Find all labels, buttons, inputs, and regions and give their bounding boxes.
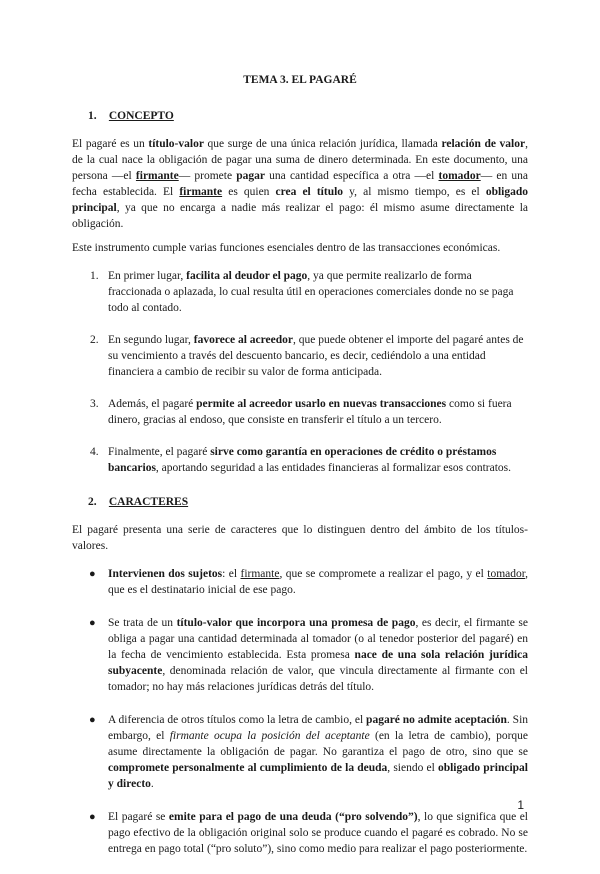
list-item: 2. En segundo lugar, favorece al acreedor, que puede obtener el importe del pagaré antes de su vencimiento a través del descuento bancario, es decir, cediéndolo a una entidad financiera a cambio de recibir su valor de forma anticipada. <box>90 334 524 378</box>
page-number: 1 <box>517 798 524 812</box>
concepto-paragraph: El pagaré es un título-valor que surge de una única relación jurídica, llamada relación de valor, de la cual nace la obligación de pagar una suma de dinero determinada. En este documento, una persona —el firmante— promete pagar una cantidad específica a otra —el tomador— en una fecha establecida. El firmante es quien crea el título y, al mismo tiempo, es el obligado principal, ya que no encarga a nadie más realizar el pago: él mismo asume directamente la obligación. <box>72 138 528 230</box>
list-item: ● Se trata de un título-valor que incorpora una promesa de pago, es decir, el firmante se obliga a pagar una cantidad determinada al tomador (o al tenedor posterior del pagaré) en la fecha de vencimiento establecida. Esta promesa nace de una sola relación jurídica subyacente, denominada relación de valor, que vincula directamente al firmante con el tomador; no hay más relaciones jurídicas detrás del título. <box>89 617 528 693</box>
list-item: ● El pagaré se emite para el pago de una deuda (“pro solvendo”), lo que significa que el pago efectivo de la obligación original solo se produce cuando el pagaré es cobrado. No se entrega en pago total (“pro soluto”), sino como medio para realizar el pago posteriormente. <box>89 811 528 855</box>
section-1-title: CONCEPTO <box>108 110 174 122</box>
list-item: 3. Además, el pagaré permite al acreedor usarlo en nuevas transacciones como si fuera dinero, gracias al endoso, que consiste en transferir el título a un tercero. <box>90 398 512 426</box>
functions-list <box>72 268 528 476</box>
document-page <box>72 72 528 874</box>
section-2-number: 2. <box>88 496 97 508</box>
bullet-icon: ● <box>89 568 96 580</box>
document-title: TEMA 3. EL PAGARÉ <box>243 74 357 86</box>
list-item: 4. Finalmente, el pagaré sirve como garantía en operaciones de crédito o préstamos bancarios, aportando seguridad a las entidades financieras al formalizar esos contratos. <box>90 446 512 474</box>
list-item: ● A diferencia de otros títulos como la letra de cambio, el pagaré no admite aceptación. Sin embargo, el firmante ocupa la posición del aceptante (en la letra de cambio), porque asume directamente la obligación de pagar. No garantiza el pago de otro, sino que se compromete personalmente al cumplimiento de la deuda, siendo el obligado principal y directo. <box>89 714 529 790</box>
list-item: ● Intervienen dos sujetos: el firmante, que se compromete a realizar el pago, y el tomador, que es el destinatario inicial de ese pago. <box>89 568 529 596</box>
list-item: 1. En primer lugar, facilita al deudor el pago, ya que permite realizarlo de forma fraccionada o aplazada, lo cual resulta útil en operaciones comerciales donde no se paga todo al contado. <box>90 270 514 314</box>
section-2-heading <box>88 494 528 510</box>
section-2-title: CARACTERES <box>108 496 189 508</box>
section-1-number: 1. <box>88 110 97 122</box>
functions-intro: Este instrumento cumple varias funciones esenciales dentro de las transacciones económicas. <box>72 242 501 254</box>
bullet-icon: ● <box>89 617 96 629</box>
caracteres-list <box>72 566 528 857</box>
caracteres-intro: El pagaré presenta una serie de caracteres que lo distinguen dentro del ámbito de los títulos-valores. <box>72 524 528 552</box>
bullet-icon: ● <box>89 714 96 726</box>
section-1-heading <box>88 108 528 124</box>
bullet-icon: ● <box>89 811 96 823</box>
